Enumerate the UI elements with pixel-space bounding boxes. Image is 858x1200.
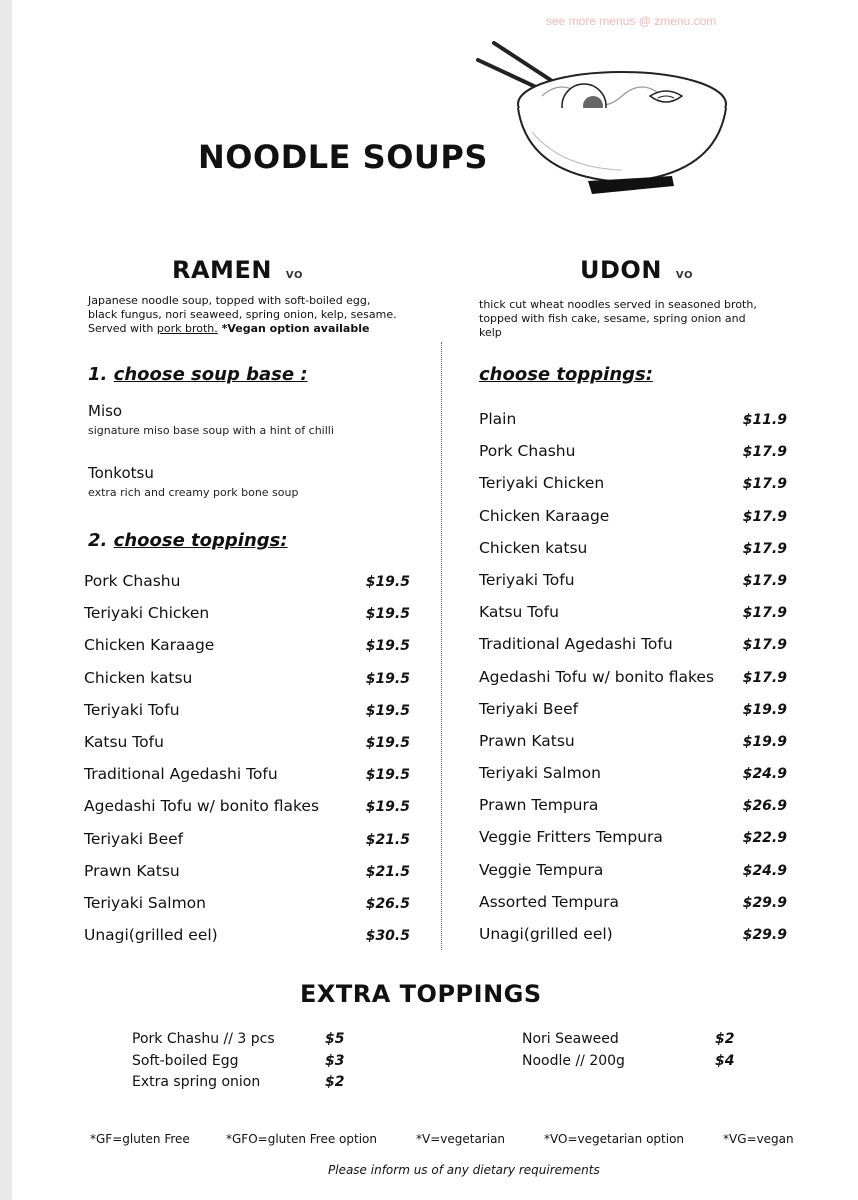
ramen-step2-heading — [88, 530, 288, 551]
list-item — [522, 1053, 734, 1075]
list-item — [132, 1074, 344, 1096]
item-price: $19.9 — [742, 733, 787, 750]
item-price: $19.9 — [742, 701, 787, 718]
item-name: Chicken katsu — [84, 668, 193, 687]
item-name: Teriyaki Tofu — [479, 570, 575, 589]
list-item — [479, 925, 787, 957]
list-item — [479, 635, 787, 667]
item-price: $24.9 — [742, 766, 787, 783]
list-item — [479, 603, 787, 635]
item-name: Teriyaki Tofu — [84, 700, 180, 719]
legend-vo: *VO=vegetarian option — [544, 1132, 685, 1146]
item-name: Unagi(grilled eel) — [84, 926, 218, 945]
item-name: Teriyaki Chicken — [84, 604, 210, 623]
list-item — [84, 733, 410, 765]
item-name: Nori Seaweed — [522, 1031, 619, 1047]
item-name: Unagi(grilled eel) — [479, 925, 613, 943]
item-price: $17.9 — [742, 669, 787, 686]
item-name: Chicken Karaage — [479, 506, 610, 525]
item-price: $19.5 — [365, 702, 410, 719]
ramen-broth: pork broth. — [156, 322, 218, 335]
list-item — [479, 442, 787, 474]
ramen-toppings-list — [84, 572, 410, 958]
item-name: Katsu Tofu — [479, 603, 559, 622]
legend-gf: *GF=gluten Free — [90, 1132, 190, 1146]
extras-left-list — [132, 1031, 344, 1096]
item-price: $5 — [325, 1031, 345, 1047]
list-item — [479, 668, 787, 700]
ramen-bowl-icon — [472, 36, 742, 201]
item-price: $19.5 — [365, 734, 410, 751]
item-name: Teriyaki Chicken — [479, 474, 605, 493]
item-name: Pork Chashu — [479, 442, 576, 461]
base-name: Miso — [88, 402, 123, 420]
item-price: $19.5 — [365, 767, 410, 784]
item-price: $17.9 — [742, 637, 787, 654]
ramen-title: RAMEN — [172, 256, 272, 284]
item-name: Agedashi Tofu w/ bonito flakes — [479, 667, 715, 686]
item-name: Noodle // 200g — [522, 1052, 625, 1069]
item-price: $4 — [715, 1052, 735, 1069]
list-item — [84, 701, 410, 733]
item-name: Prawn Katsu — [479, 731, 575, 750]
step2-label: choose toppings: — [113, 530, 288, 551]
list-item — [84, 604, 410, 636]
item-price: $17.9 — [742, 605, 787, 622]
page-title: NOODLE SOUPS — [198, 138, 488, 176]
udon-desc-line1: thick cut wheat noodles served in seasoned broth, — [479, 298, 757, 311]
base-desc: extra rich and creamy pork bone soup — [88, 486, 299, 499]
item-name: Prawn Katsu — [84, 861, 180, 880]
legend-gfo: *GFO=gluten Free option — [226, 1132, 377, 1146]
list-item — [479, 539, 787, 571]
ramen-vegan-note: *Vegan option available — [217, 322, 370, 335]
base-desc: signature miso base soup with a hint of chilli — [88, 424, 334, 437]
legend-vg: *VG=vegan — [723, 1132, 794, 1146]
list-item — [479, 507, 787, 539]
list-item — [84, 572, 410, 604]
list-item — [84, 636, 410, 668]
item-name: Chicken Karaage — [84, 636, 215, 655]
item-price: $21.5 — [365, 831, 410, 848]
item-price: $29.9 — [742, 894, 787, 911]
list-item — [132, 1031, 344, 1053]
item-name: Teriyaki Beef — [479, 699, 579, 718]
list-item — [479, 571, 787, 603]
item-price: $19.5 — [365, 799, 410, 816]
ramen-desc-line2: black fungus, nori seaweed, spring onion, kelp, sesame. — [88, 308, 397, 321]
item-name: Veggie Fritters Tempura — [479, 828, 663, 847]
ramen-desc-line1: Japanese noodle soup, topped with soft-boiled egg, — [88, 294, 371, 307]
item-name: Veggie Tempura — [479, 860, 604, 879]
item-name: Prawn Tempura — [479, 796, 599, 815]
udon-desc-line3: kelp — [479, 326, 502, 339]
watermark[interactable]: see more menus @ zmenu.com — [546, 14, 717, 28]
item-price: $17.9 — [742, 476, 787, 493]
list-item — [479, 764, 787, 796]
item-name: Traditional Agedashi Tofu — [479, 635, 673, 654]
ramen-desc-line3 — [88, 322, 433, 336]
udon-step-label: choose toppings: — [479, 364, 653, 385]
udon-heading — [580, 256, 693, 284]
list-item — [479, 796, 787, 828]
item-name: Plain — [479, 410, 517, 428]
step1-label: choose soup base : — [113, 364, 308, 385]
ramen-description — [88, 294, 433, 336]
udon-description — [479, 298, 819, 340]
item-price: $29.9 — [742, 927, 787, 943]
list-item — [84, 765, 410, 797]
item-name: Traditional Agedashi Tofu — [84, 765, 278, 784]
ramen-heading — [172, 256, 303, 284]
item-price: $24.9 — [742, 862, 787, 879]
item-price: $21.5 — [365, 863, 410, 880]
base-name: Tonkotsu — [88, 464, 154, 482]
item-price: $26.5 — [365, 895, 410, 912]
ramen-step1-heading — [88, 364, 308, 385]
item-price: $3 — [325, 1052, 345, 1069]
item-name: Soft-boiled Egg — [132, 1052, 239, 1069]
udon-title: UDON — [580, 256, 662, 284]
list-item — [84, 797, 410, 829]
step2-number: 2. — [88, 530, 108, 551]
udon-toppings-list — [479, 410, 787, 957]
item-price: $2 — [715, 1031, 735, 1047]
item-price: $17.9 — [742, 572, 787, 589]
item-price: $17.9 — [742, 444, 787, 461]
item-name: Teriyaki Salmon — [84, 893, 206, 912]
udon-vo-badge: VO — [675, 270, 693, 281]
list-item — [479, 700, 787, 732]
item-name: Teriyaki Salmon — [479, 764, 601, 783]
list-item — [479, 732, 787, 764]
item-name: Katsu Tofu — [84, 732, 164, 751]
dietary-note: Please inform us of any dietary requirements — [328, 1163, 600, 1177]
legend-v: *V=vegetarian — [416, 1132, 506, 1146]
list-item — [132, 1053, 344, 1075]
item-name: Agedashi Tofu w/ bonito flakes — [84, 797, 320, 816]
list-item — [522, 1031, 734, 1053]
udon-step-heading — [479, 364, 653, 385]
extra-toppings-title: EXTRA TOPPINGS — [300, 980, 542, 1008]
item-price: $2 — [325, 1074, 345, 1090]
udon-desc-line2: topped with fish cake, sesame, spring onion and — [479, 312, 746, 325]
item-name: Chicken katsu — [479, 538, 588, 557]
soup-base-tonkotsu — [88, 464, 298, 499]
list-item — [479, 410, 787, 442]
item-price: $17.9 — [742, 508, 787, 525]
column-divider — [441, 342, 442, 950]
item-price: $30.5 — [365, 928, 410, 945]
item-price: $26.9 — [742, 798, 787, 815]
ramen-vo-badge: VO — [285, 270, 303, 281]
extras-right-list — [522, 1031, 734, 1074]
item-price: $19.5 — [365, 670, 410, 687]
list-item — [479, 474, 787, 506]
item-price: $19.5 — [365, 606, 410, 623]
menu-page — [12, 0, 858, 1200]
list-item — [479, 893, 787, 925]
soup-base-miso — [88, 402, 334, 437]
list-item — [479, 861, 787, 893]
item-price: $19.5 — [365, 574, 410, 590]
ramen-desc-pre: Served with — [88, 322, 157, 335]
item-name: Pork Chashu // 3 pcs — [132, 1031, 275, 1047]
item-name: Assorted Tempura — [479, 892, 619, 911]
item-price: $22.9 — [742, 830, 787, 847]
list-item — [84, 926, 410, 958]
item-price: $11.9 — [742, 412, 787, 428]
item-name: Pork Chashu — [84, 572, 181, 590]
list-item — [84, 830, 410, 862]
item-name: Teriyaki Beef — [84, 829, 184, 848]
list-item — [479, 828, 787, 860]
list-item — [84, 862, 410, 894]
item-name: Extra spring onion — [132, 1074, 261, 1090]
list-item — [84, 669, 410, 701]
item-price: $19.5 — [365, 638, 410, 655]
item-price: $17.9 — [742, 540, 787, 557]
list-item — [84, 894, 410, 926]
step1-number: 1. — [88, 364, 108, 385]
